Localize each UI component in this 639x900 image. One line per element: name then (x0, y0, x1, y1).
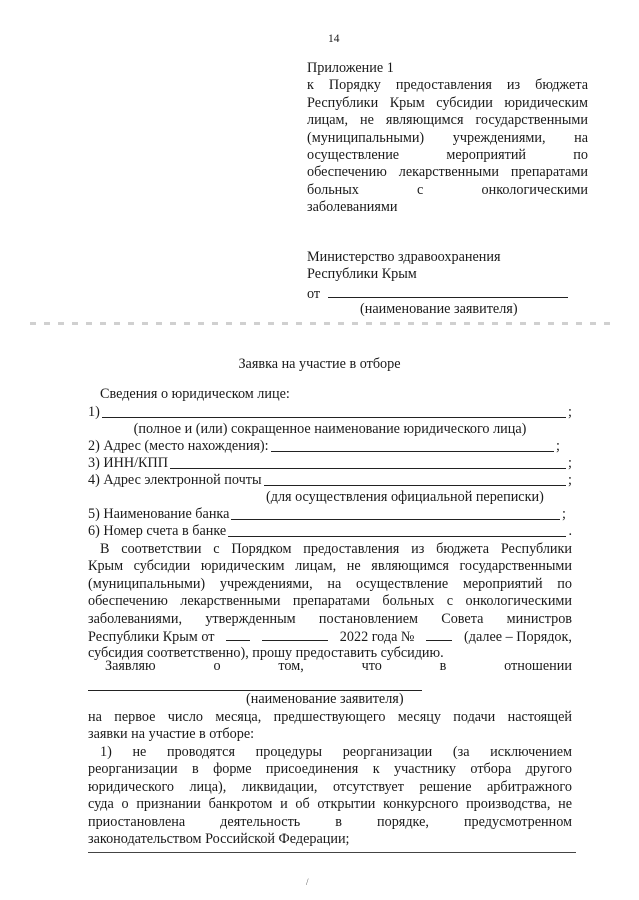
statement-line: В соответствии с Порядком предоставления из бюджета Республики (100, 541, 572, 557)
day-field[interactable] (226, 628, 250, 641)
field-4-end: ; (568, 472, 572, 488)
statement-date-line (88, 628, 572, 645)
declare-line: на первое число месяца, предшествующего месяцу подачи настоящей (88, 709, 572, 725)
field-row-1 (88, 404, 572, 421)
item1-paragraph (88, 744, 572, 848)
addressee-from-row (307, 284, 577, 301)
field-4-input[interactable] (264, 473, 567, 486)
field-row-3 (88, 455, 572, 472)
addressee-line1: Министерство здравоохранения (307, 249, 501, 265)
field-5-input[interactable] (231, 507, 560, 520)
field-5-end: ; (562, 506, 566, 522)
declare-word: что (361, 658, 382, 674)
declarant-caption: (наименование заявителя) (246, 691, 404, 707)
declare-word: Заявляю (105, 658, 156, 674)
declare-first-line (105, 658, 572, 675)
field-3-label: 3) ИНН/КПП (88, 455, 168, 471)
statement-line: субсидия соответственно), прошу предоставить субсидию. (88, 645, 444, 662)
field-4-label: 4) Адрес электронной почты (88, 472, 262, 488)
field-row-4 (88, 472, 572, 489)
field-3-input[interactable] (170, 456, 566, 469)
annex-line: заболеваниями (307, 199, 398, 216)
number-field[interactable] (426, 628, 452, 641)
field-2-input[interactable] (271, 439, 554, 452)
statement-line-part: Республики Крым от (88, 628, 215, 645)
field-1-input[interactable] (102, 405, 566, 418)
item1-line: законодательством Российской Федерации; (88, 830, 350, 847)
applicant-name-field[interactable] (328, 284, 568, 298)
annex-line: Республики Крым субсидии юридическим (307, 94, 588, 111)
field-2-label: 2) Адрес (место нахождения): (88, 438, 269, 454)
field-row-6 (88, 523, 572, 540)
declare-word: том, (278, 658, 304, 674)
annex-line: к Порядку предоставления из бюджета (307, 77, 588, 94)
statement-line: Крым субсидии юридическим лицам, не являющимся государственными (88, 558, 572, 575)
statement-line: заболеваниями, утвержденным постановлением Совета министров (88, 610, 572, 627)
document-title: Заявка на участие в отборе (238, 356, 401, 372)
statement-line: (муниципальными) учреждениями, на осуществление мероприятий по (88, 575, 572, 592)
field-row-5 (88, 506, 566, 523)
field-row-2 (88, 438, 560, 455)
item1-line: реорганизации в форме присоединения к участнику отбора другого (88, 761, 572, 778)
field-6-label: 6) Номер счета в банке (88, 523, 227, 539)
bottom-rule (88, 852, 576, 853)
from-label: от (307, 285, 321, 302)
applicant-caption: (наименование заявителя) (360, 301, 518, 317)
scan-artifact (30, 322, 610, 325)
statement-paragraph (88, 541, 572, 663)
item1-line: суда о признании банкротом и об открытии конкурсного производства, не (88, 796, 572, 813)
declare-word: отношении (504, 658, 572, 674)
addressee-line2: Республики Крым (307, 266, 417, 283)
month-field[interactable] (262, 628, 328, 641)
declare-word: о (213, 658, 221, 674)
declare-line: заявки на участие в отборе: (88, 726, 255, 743)
footer-mark: / (306, 877, 309, 887)
field-2-end: ; (556, 438, 560, 454)
field-3-end: ; (568, 455, 572, 471)
annex-line: лицам, не являющимся государственными (307, 112, 588, 129)
annex-line: обеспечению лекарственными препаратами (307, 164, 588, 181)
declare-word: в (439, 658, 447, 674)
field-5-label: 5) Наименование банка (88, 506, 230, 522)
statement-line-part: 2022 года № (339, 628, 415, 645)
field-1-label: 1) (88, 404, 100, 420)
item1-line: приостановлена деятельность в порядке, предусмотренном (88, 813, 572, 830)
annex-line: (муниципальными) учреждениями, на (307, 129, 588, 146)
field-6-end: . (568, 523, 572, 539)
field-1-end: ; (568, 404, 572, 420)
item1-line: 1) не проводятся процедуры реорганизации (за исключением (100, 744, 572, 760)
annex-line: больных с онкологическими (307, 181, 588, 198)
statement-line-part: (далее – Порядок, (464, 628, 572, 645)
addressee-block (307, 249, 577, 301)
annex-line: осуществление мероприятий по (307, 146, 588, 163)
declare-paragraph (88, 709, 572, 744)
item1-line: юридического лица), ликвидации, отсутствует решение арбитражного (88, 778, 572, 795)
info-header: Сведения о юридическом лице: (100, 386, 290, 402)
field-6-input[interactable] (228, 524, 566, 537)
field-1-caption: (полное и (или) сокращенное наименование юридического лица) (133, 421, 527, 437)
declare-line (105, 658, 572, 675)
field-4-caption: (для осуществления официальной переписки) (266, 489, 544, 505)
annex-title: Приложение 1 (307, 60, 394, 76)
annex-block (307, 60, 588, 217)
statement-line: обеспечению лекарственными препаратами больных с онкологическими (88, 593, 572, 610)
page-number: 14 (328, 33, 340, 45)
